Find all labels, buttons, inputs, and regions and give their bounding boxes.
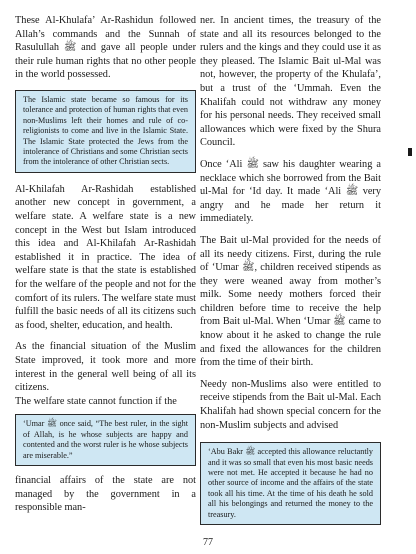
paragraph: ner. In ancient times, the treasury of the state and all its resources belonged to the rulers and the kings and they could use it as they pleased. The Islamic Bait ul-Mal was not, however, the property of the Khulafa’, but a trust of the ‘Ummah. Even the Khalifah could not withdraw any money for his personal needs. They received small allowances which were fixed by the Shura Council.	[200, 15, 381, 149]
highlight-text: The Islamic state became so famous for its tolerance and protection of human rights that even non-Muslims left their homes and rule of co-religionists to come and live in the Islamic State. The Islamic State protected the Jews from the intolerance of Christians and some Christian sects from the intolerance of other Christian sects.	[23, 94, 188, 167]
quote-text: ‘Abu Bakr ﷺ accepted this allowance reluctantly and it was so small that even his most basic needs were not met. He accepted it because he had no other source of income and the affairs of the state took all his time. At the time of his death he sold all his belongings and returned the money to the treasury.	[208, 447, 373, 519]
page-number: 77	[203, 537, 213, 548]
paragraph: Once ‘Ali ﷺ saw his daughter wearing a necklace which she borrowed from the Bait ul-Mal for ‘Id day. It made ‘Ali ﷺ very angry and he made her return it immediately.	[200, 158, 381, 225]
quote-box	[15, 414, 196, 466]
paragraph: These Al-Khulafa’ Ar-Rashidun followed Allah’s commands and the Sunnah of Rasulullah ﷺ and gave all people under their rule human rights that no other people in the world possessed.	[15, 15, 197, 81]
highlight-box	[15, 90, 196, 173]
right-column	[200, 14, 381, 533]
paragraph: The welfare state cannot function if the	[15, 395, 177, 407]
paragraph: The Bait ul-Mal provided for the needs of all its needy citizens. First, during the rule of ‘Umar ﷺ, children received stipends as they were weaned away from mother’s milk. Some needy mothers forced their children before time to receive the help from Bait ul-Mal. When ‘Umar ﷺ came to know about it he asked to change the rule and fixed the allowances for the children from the time of their birth.	[200, 234, 381, 369]
left-column	[15, 14, 196, 523]
quote-box	[200, 442, 381, 525]
paragraph: As the financial situation of the Muslim State improved, it took more and more interest in the general well being of all its citizens.	[15, 341, 196, 394]
quote-text: ‘Umar ﷺ once said, “The best ruler, in the sight of Allah, is he whose subjects are happy and contented and the worst ruler is he whose subjects are miserable.”	[23, 419, 188, 460]
paragraph: Needy non-Muslims also were entitled to receive stipends from the Bait ul-Mal. Each Khalifah had shown special concern for the non-Muslim subjects and advised	[200, 378, 381, 431]
paragraph: Al-Khilafah Ar-Rashidah established another new concept in government, a welfare state. A welfare state is a new concept in the West but Islam introduced this idea and Al-Khilafah Ar-Rashidah established it in practice. The idea of welfare state is that the state is established for the welfare of the people and not for the comfort of its rulers. The welfare state must fulfill the basic needs of all its citizens such as food, shelter, education, and health.	[15, 183, 196, 331]
paragraph: financial affairs of the state are not managed by the government in a responsible man-	[15, 474, 196, 514]
edge-mark	[408, 148, 412, 156]
